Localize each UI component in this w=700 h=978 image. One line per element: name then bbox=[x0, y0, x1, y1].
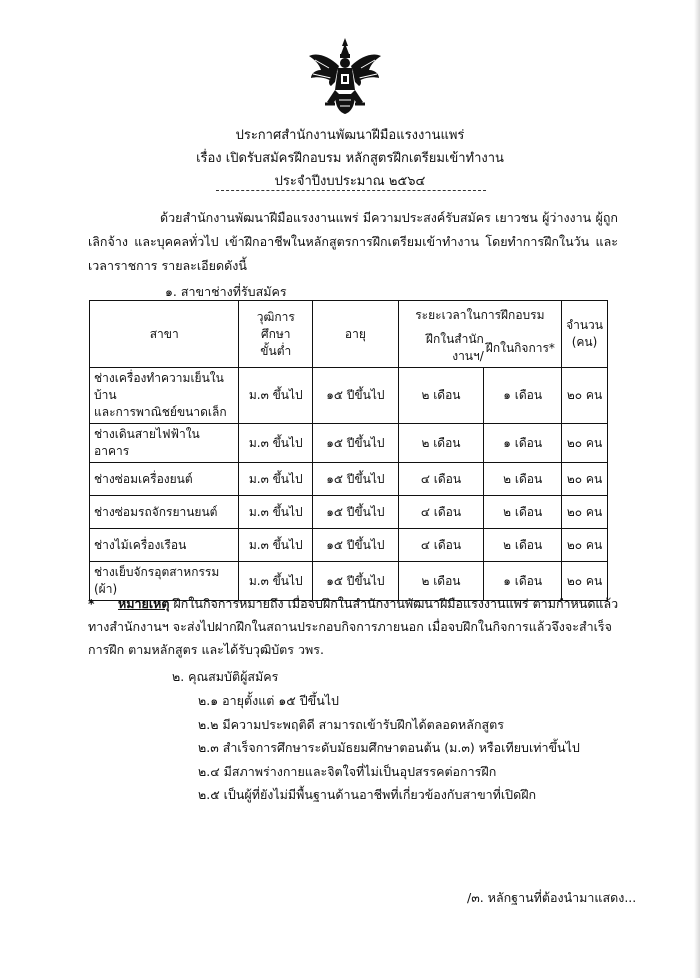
cell-branch: ช่างเดินสายไฟฟ้าในอาคาร bbox=[90, 424, 239, 463]
cell-branch: ช่างซ่อมเครื่องยนต์ bbox=[90, 463, 239, 496]
cell-office-duration: ๔ เดือน bbox=[398, 529, 484, 562]
table-row bbox=[90, 368, 608, 424]
courses-table bbox=[89, 300, 608, 601]
header-education bbox=[239, 301, 313, 368]
cell-count: ๒๐ คน bbox=[562, 424, 608, 463]
cell-age: ๑๕ ปีขึ้นไป bbox=[313, 529, 399, 562]
header-duration-office: ฝึกในสำนักงานฯ/ bbox=[398, 329, 484, 368]
remark-label: หมายเหตุ bbox=[118, 596, 170, 611]
cell-branch-line2: และการพาณิชย์ขนาดเล็ก bbox=[94, 405, 227, 419]
cell-office-duration: ๒ เดือน bbox=[398, 424, 484, 463]
cell-age: ๑๕ ปีขึ้นไป bbox=[313, 424, 399, 463]
header-branch: สาขา bbox=[90, 301, 239, 368]
header-age: อายุ bbox=[313, 301, 399, 368]
cell-branch: ช่างซ่อมรถจักรยานยนต์ bbox=[90, 496, 239, 529]
cell-branch bbox=[90, 368, 239, 424]
cell-office-duration: ๔ เดือน bbox=[398, 496, 484, 529]
cell-age: ๑๕ ปีขึ้นไป bbox=[313, 562, 399, 601]
announcement-subject: เรื่อง เปิดรับสมัครฝึกอบรม หลักสูตรฝึกเตรียมเข้าทำงาน bbox=[196, 151, 504, 166]
cell-education: ม.๓ ขึ้นไป bbox=[239, 424, 313, 463]
qualification-item: ๒.๕ เป็นผู้ที่ยังไม่มีพื้นฐานด้านอาชีพที่เกี่ยวข้องกับสาขาที่เปิดฝึก bbox=[198, 787, 537, 802]
remark-paragraph bbox=[88, 592, 623, 661]
cell-company-duration: ๒ เดือน bbox=[484, 529, 562, 562]
table-header-row bbox=[90, 301, 608, 330]
remark-star: * bbox=[88, 596, 95, 611]
cell-branch: ช่างเย็บจักรอุตสาหกรรม (ผ้า) bbox=[90, 562, 239, 601]
section-2-title: ๒. คุณสมบัติผู้สมัคร bbox=[172, 669, 279, 684]
cell-count: ๒๐ คน bbox=[562, 562, 608, 601]
cell-company-duration: ๒ เดือน bbox=[484, 496, 562, 529]
table-row bbox=[90, 463, 608, 496]
qualification-item: ๒.๔ มีสภาพร่างกายและจิตใจที่ไม่เป็นอุปสรรคต่อการฝึก bbox=[198, 763, 497, 779]
cell-count: ๒๐ คน bbox=[562, 529, 608, 562]
cell-branch-line1: ช่างเครื่องทำความเย็นในบ้าน bbox=[94, 371, 224, 402]
cell-company-duration: ๑ เดือน bbox=[484, 424, 562, 463]
cell-age: ๑๕ ปีขึ้นไป bbox=[313, 496, 399, 529]
cell-education: ม.๓ ขึ้นไป bbox=[239, 368, 313, 424]
header-duration-company: ฝึกในกิจการ* bbox=[484, 329, 562, 368]
header-duration: ระยะเวลาในการฝึกอบรม bbox=[398, 301, 561, 330]
cell-office-duration: ๒ เดือน bbox=[398, 368, 484, 424]
cell-age: ๑๕ ปีขึ้นไป bbox=[313, 368, 399, 424]
header-count bbox=[562, 301, 608, 368]
table-row bbox=[90, 529, 608, 562]
cell-branch: ช่างไม้เครื่องเรือน bbox=[90, 529, 239, 562]
cell-education: ม.๓ ขึ้นไป bbox=[239, 529, 313, 562]
cell-count: ๒๐ คน bbox=[562, 496, 608, 529]
continuation-note: /๓. หลักฐานที่ต้องนำมาแสดง... bbox=[467, 890, 637, 905]
cell-count: ๒๐ คน bbox=[562, 368, 608, 424]
header-education-line2: ขั้นต่ำ bbox=[260, 343, 292, 358]
intro-paragraph: ด้วยสำนักงานพัฒนาฝีมือแรงงานแพร่ มีความประสงค์รับสมัคร เยาวชน ผู้ว่างงาน ผู้ถูกเลิกจ้าง และบุคคลทั่วไป เข้าฝึกอาชีพในหลักสูตรการฝึกเตรียมเข้าทำงาน โดยทำการฝึกในวัน และเวลาราชการ รายละเอียดดังนี้ bbox=[88, 210, 618, 273]
qualification-item: ๒.๒ มีความประพฤติดี สามารถเข้ารับฝึกได้ตลอดหลักสูตร bbox=[198, 716, 504, 732]
cell-count: ๒๐ คน bbox=[562, 463, 608, 496]
cell-age: ๑๕ ปีขึ้นไป bbox=[313, 463, 399, 496]
cell-education: ม.๓ ขึ้นไป bbox=[239, 562, 313, 601]
cell-office-duration: ๒ เดือน bbox=[398, 562, 484, 601]
cell-education: ม.๓ ขึ้นไป bbox=[239, 463, 313, 496]
qualification-item: ๒.๑ อายุตั้งแต่ ๑๕ ปีขึ้นไป bbox=[198, 693, 339, 708]
table-row bbox=[90, 424, 608, 463]
remark-text: ฝึกในกิจการหมายถึง เมื่อจบฝึกในสำนักงานพัฒนาฝีมือแรงงานแพร่ ตามกำหนดแล้ว ทางสำนักงานฯ จะส่งไปฝากฝึกในสถานประกอบกิจการภายนอก เมื่อจบฝึกในกิจการแล้วจึงจะสำเร็จการฝึก ตามหลักสูตร และได้รับวุฒิบัตร วพร. bbox=[88, 596, 619, 657]
cell-company-duration: ๑ เดือน bbox=[484, 562, 562, 601]
header-separator bbox=[216, 190, 486, 191]
section-1-title: ๑. สาขาช่างที่รับสมัคร bbox=[165, 284, 287, 299]
qualification-item: ๒.๓ สำเร็จการศึกษาระดับมัธยมศึกษาตอนต้น (ม.๓) หรือเทียบเท่าขึ้นไป bbox=[198, 740, 580, 755]
qualifications-list bbox=[198, 689, 580, 807]
cell-company-duration: ๑ เดือน bbox=[484, 368, 562, 424]
table-row bbox=[90, 496, 608, 529]
header-count-line1: จำนวน bbox=[566, 318, 603, 332]
announcement-header bbox=[0, 124, 700, 193]
cell-company-duration: ๒ เดือน bbox=[484, 463, 562, 496]
fiscal-year: ประจำปีงบประมาณ ๒๕๖๔ bbox=[274, 174, 426, 189]
cell-office-duration: ๔ เดือน bbox=[398, 463, 484, 496]
announcement-title: ประกาศสำนักงานพัฒนาฝีมือแรงงานแพร่ bbox=[235, 128, 465, 143]
cell-education: ม.๓ ขึ้นไป bbox=[239, 496, 313, 529]
header-count-line2: (คน) bbox=[571, 335, 598, 349]
header-education-line1: วุฒิการศึกษา bbox=[256, 309, 295, 341]
garuda-emblem-icon bbox=[305, 36, 385, 118]
